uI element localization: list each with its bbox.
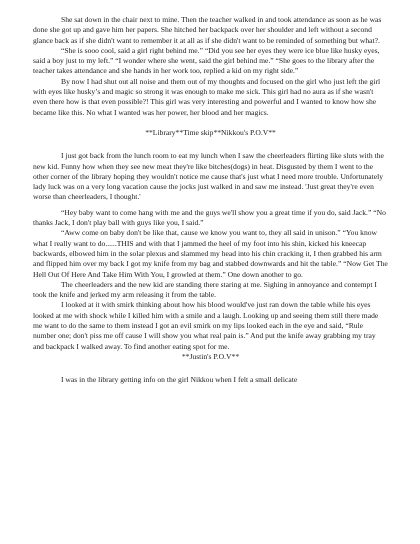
section-heading: **Justin's P.O.V** <box>181 351 240 361</box>
document-body <box>33 15 388 386</box>
body-paragraph: “Hey baby want to come hang with me and the guys we'll show you a great time if you do, said Jack.” “No thanks Jack, I don't play ball with guys like you, I said.” <box>33 207 386 228</box>
paragraph-spacer <box>33 362 388 375</box>
body-paragraph: By now I had shut out all noise and them out of my thoughts and focused on the girl who just left the girl with eyes like husky’s and magic so strong it was enough to make me sick. This girl had no aura as if she wasn't even there how is that even possible?! This girl was very interesting and powerful and I wanted to know how she became like this. No what I wanted was her power, her blood and her magics. <box>33 76 381 117</box>
body-paragraph: “She is sooo cool, said a girl right behind me.” “Did you see her eyes they were ice blue like husky eyes, said a boy just to my left.” “I wonder where she went, said the girl behind me.” “She goes to the library after the teacher takes attendance and she hands in her work too, replied a kid on my right side.” <box>33 45 380 76</box>
paragraph-spacer <box>33 138 388 151</box>
body-paragraph: The cheerleaders and the new kid are standing there staring at me. Sighing in annoyance and contempt I took the knife and jerked my arm releasing it from the table. <box>33 279 377 300</box>
body-paragraph: She sat down in the chair next to mine. Then the teacher walked in and took attendance as soon as he was done she got up and gave him her papers. She hitched her backpack over her shoulder and left without a second glance back as if she didn't want to remember it at all as if she didn't want to be reminded of something but what?. <box>33 15 382 45</box>
body-paragraph: I looked at it with smirk thinking about how his blood would've just ran down the table while his eyes looked at me with shock while I killed him with a smile and a laugh. Looking up and seeing them still there made me want to do the same to them instead I got an evil smirk on my lips looked each in the eye and said, “Rule number one; don't piss me off cause I will show you what real pain is.” And put the knife away grabbing my tray and backpack I walked away. To find another eating spot for me. <box>33 300 379 351</box>
paragraph-spacer <box>33 118 388 128</box>
body-paragraph: “Aww come on baby don't be like that, cause we know you want to, they all said in unison.” “You know what I really want to do......THIS and with that I jammed the heel of my foot into his shin, kicked his kneecap backwards, elbowed him in the solar plexus and slammed my head into his chin cracking it, I then grabbed his arm and flipped him over my back I got my knife from my bag and stabbed downwards and hit the table.” “Now Get The Hell Out Of Here And Take Him With You, I growled at them.” One down another to go. <box>33 228 388 279</box>
body-paragraph: I was in the library getting info on the girl Nikkou when I felt a small delicate <box>61 375 298 385</box>
section-heading: **Library**Time skip**Nikkou's P.O.V** <box>145 127 276 137</box>
body-paragraph: I just got back from the lunch room to eat my lunch when I saw the cheerleaders flirting like sluts with the new kid. Funny how when they see new meat they're like bitches(dogs) in heat. Disgusted by them I went to the other corner of the library hoping they wouldn't notice me cause that's just what I need more trouble. Unfortunately lady luck was on a very long vacation cause the jocks just walked in and saw me instead. 'Just great they're even worse than cheerleaders, I thought.' <box>33 151 384 202</box>
